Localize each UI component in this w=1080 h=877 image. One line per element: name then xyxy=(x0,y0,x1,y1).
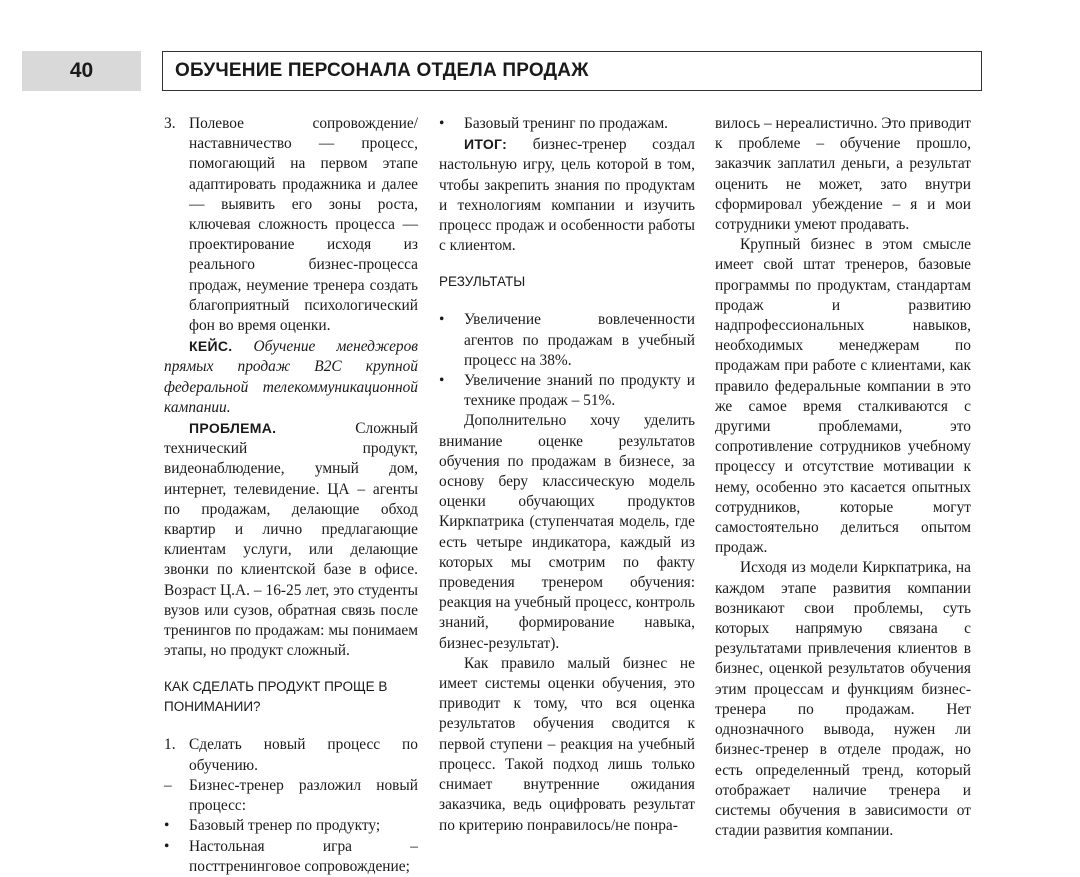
case-text: Обучение менеджеров прямых продаж B2C крупной федеральной телекоммуникационной кампании. xyxy=(164,338,418,416)
list-marker: • xyxy=(164,817,170,835)
body-paragraph: Крупный бизнес в этом смысле имеет свой штат тренеров, базовые программы по продуктам, стандартам продаж и развитию надпрофессиональных навыков, необходимых менеджерам по продажам при работе с клиентами, как правило федеральные компании в это же самое время сталкиваются с другими проблемами, это сопротивление сотрудников учебному процессу и отсутствие мотивации к нему, особенно это касается опытных сотрудников, которые могут самостоятельно делиться опытом продаж. xyxy=(715,236,971,557)
chapter-title: ОБУЧЕНИЕ ПЕРСОНАЛА ОТДЕЛА ПРОДАЖ xyxy=(162,51,982,91)
list-item xyxy=(164,816,418,836)
page-number: 40 xyxy=(22,51,141,91)
list-marker: – xyxy=(164,776,172,794)
list-marker: 1. xyxy=(164,736,176,754)
list-item-text: Бизнес-тренер разложил новый процесс: xyxy=(189,776,418,815)
list-item xyxy=(164,837,418,877)
body-paragraph: Как правило малый бизнес не имеет системы оценки обучения, это приводит к тому, что вся оценка результатов обучения сводится к первой ступени – реакция на учебный процесс. Такой подход лишь только снимает внутренние ожидания заказчика, ведь оцифровать результат по критерию понравилось/не понра- xyxy=(439,654,695,834)
list-item-text: Сделать новый процесс по обучению. xyxy=(189,736,418,774)
list-item-text: Увеличение знаний по продукту и технике продаж – 51%. xyxy=(464,372,695,410)
itog-text: бизнес-тренер создал настольную игру, цель которой в том, чтобы закрепить знания по продуктам и технологиям компании и изучить процесс продаж и особенности работы с клиентом. xyxy=(439,136,695,255)
list-item-text: Увеличение вовлеченности агентов по продажам в учебный процесс на 38%. xyxy=(464,311,695,369)
list-item-text: Базовый тренер по продукту; xyxy=(189,817,381,835)
list-item-text: Базовый тренинг по продажам. xyxy=(464,115,669,132)
case-label: КЕЙС. xyxy=(189,338,233,355)
list-marker: • xyxy=(439,311,445,329)
section-heading: РЕЗУЛЬТАТЫ xyxy=(439,274,526,290)
problem-text: Сложный технический продукт, видеонаблюдение, умный дом, интернет, телевидение. ЦА – агенты по продажам, делающие обход квартир и лично предлагающие клиентам услуги, или делающие звонки по клиентской базе в офисе. Возраст Ц.А. – 16-25 лет, это студенты вузов или сузов, обратная связь после тренингов по продажам: мы понимаем этапы, но продукт сложный. xyxy=(164,420,418,660)
list-item xyxy=(439,371,695,411)
list-item xyxy=(164,735,418,775)
list-item xyxy=(164,114,418,336)
section-heading: КАК СДЕЛАТЬ ПРОДУКТ ПРОЩЕ В ПОНИМАНИИ? xyxy=(164,679,388,715)
list-item xyxy=(164,776,418,816)
text-column-3 xyxy=(715,114,971,841)
list-item-text: Настольная игра – посттренинговое сопровождение; xyxy=(189,837,418,875)
list-marker: • xyxy=(439,115,445,132)
problem-paragraph xyxy=(164,418,418,661)
case-paragraph xyxy=(164,336,418,418)
body-paragraph: вилось – нереалистично. Это приводит к проблеме – обучение прошло, заказчик заплатил деньги, а результат оценить не может, зато внутри сформировал убеждение – я и мои сотрудники умеют продавать. xyxy=(715,115,971,234)
itog-label: ИТОГ: xyxy=(464,136,508,153)
itog-paragraph xyxy=(439,134,695,256)
problem-label: ПРОБЛЕМА. xyxy=(189,420,277,437)
body-paragraph: Исходя из модели Киркпатрика, на каждом этапе развития компании возникают свои проблемы, суть которых напрямую связана с результатами привлечения клиентов в бизнес, оценкой результатов обучения этим процессам и функциям бизнес-тренера по продажам. Нет однозначного вывода, нужен ли бизнес-тренер в отделе продаж, но есть определенный тренд, который отображает наличие тренера и системы обучения в зависимости от стадии развития компании. xyxy=(715,559,971,840)
list-item-text: Полевое сопровождение/наставничество — процесс, помогающий на первом этапе адаптировать продажника и далее — выявить его зоны роста, ключевая сложность процесса — проектирование исходя из реального бизнес-процесса продаж, неумение тренера создать благоприятный психологический фон во время оценки. xyxy=(189,115,418,335)
list-marker: • xyxy=(439,372,445,390)
text-column-1 xyxy=(164,114,418,877)
list-marker: • xyxy=(164,837,170,855)
list-item xyxy=(439,114,695,134)
text-column-2 xyxy=(439,114,695,836)
body-paragraph: Дополнительно хочу уделить внимание оценке результатов обучения по продажам в бизнесе, за основу беру классическую модель оценки обучающих продуктов Киркпатрика (ступенчатая модель, где есть четыре индикатора, каждый из которых мы смотрим по факту проведения тренером обучения: реакция на учебный процесс, контроль знаний, формирование навыка, бизнес-результат). xyxy=(439,412,695,652)
list-item xyxy=(439,310,695,371)
list-marker: 3. xyxy=(164,115,176,132)
